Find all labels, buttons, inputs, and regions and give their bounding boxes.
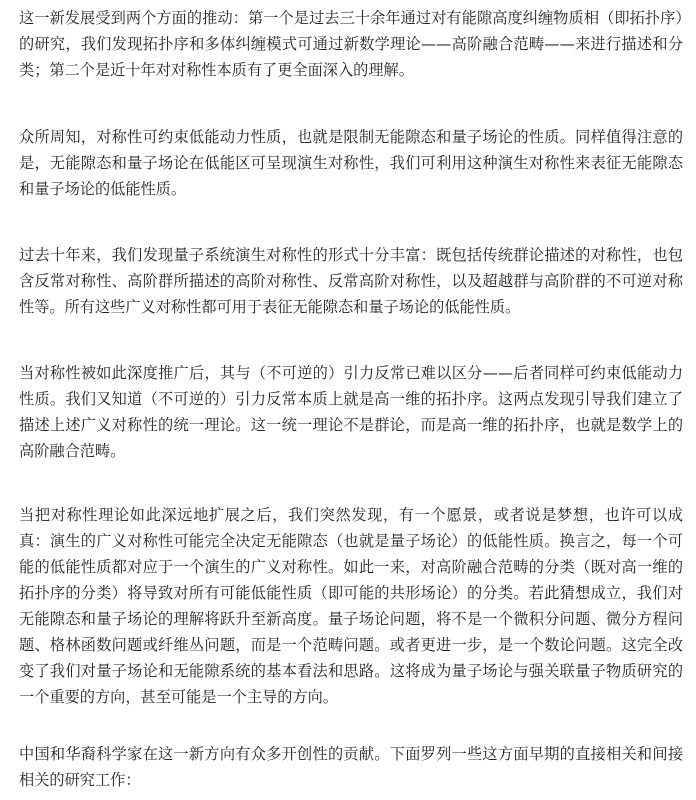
paragraph-gravitational-anomaly: 当对称性被如此深度推广后，其与（不可逆的）引力反常已难以区分——后者同样可约束低能动力性质。我们又知道（不可逆的）引力反常本质上就是高一维的拓扑序。这两点发现引导我们建立了描述上述广义对称性的统一理论。这一统一理论不是群论，而是高一维的拓扑序，也就是数学上的高阶融合范畴。 xyxy=(19,364,683,460)
paragraph-vision: 当把对称性理论如此深远地扩展之后，我们突然发现，有一个愿景，或者说是梦想，也许可以成真：演生的广义对称性可能完全决定无能隙态（也就是量子场论）的低能性质。换言之，每一个可能的低能性质都对应于一个演生的广义对称性。如此一来，对高阶融合范畴的分类（既对高一维的拓扑序的分类）将导致对所有可能低能性质（即可能的共形场论）的分类。若此猜想成立，我们对无能隙态和量子场论的理解将跃升至新高度。量子场论问题，将不是一个微积分问题、微分方程问题、格林函数问题或纤维丛问题，而是一个范畴问题。或者更进一步，是一个数论问题。这完全改变了我们对量子场论和无能隙系统的基本看法和思路。这将成为量子场论与强关联量子物质研究的一个重要的方向，甚至可能是一个主导的方向。 xyxy=(19,506,683,706)
paragraph-motivation: 这一新发展受到两个方面的推动：第一个是过去三十余年通过对有能隙高度纠缠物质相（即拓扑序）的研究，我们发现拓扑序和多体纠缠模式可通过新数学理论——高阶融合范畴——来进行描述和分类；第二个是近十年对对称性本质有了更全面深入的理解。 xyxy=(19,9,683,79)
paragraph-generalized-symmetry: 过去十年来，我们发现量子系统演生对称性的形式十分丰富：既包括传统群论描述的对称性，也包含反常对称性、高阶群所描述的高阶对称性、反常高阶对称性，以及超越群与高阶群的不可逆对称性等。所有这些广义对称性都可用于表征无能隙态和量子场论的低能性质。 xyxy=(19,246,683,316)
paragraph-contributions: 中国和华裔科学家在这一新方向有众多开创性的贡献。下面罗列一些这方面早期的直接相关和间接相关的研究工作： xyxy=(19,745,683,789)
paragraph-symmetry-constraints: 众所周知，对称性可约束低能动力性质，也就是限制无能隙态和量子场论的性质。同样值得注意的是，无能隙态和量子场论在低能区可呈现演生对称性，我们可利用这种演生对称性来表征无能隙态和量子场论的低能性质。 xyxy=(19,128,683,198)
